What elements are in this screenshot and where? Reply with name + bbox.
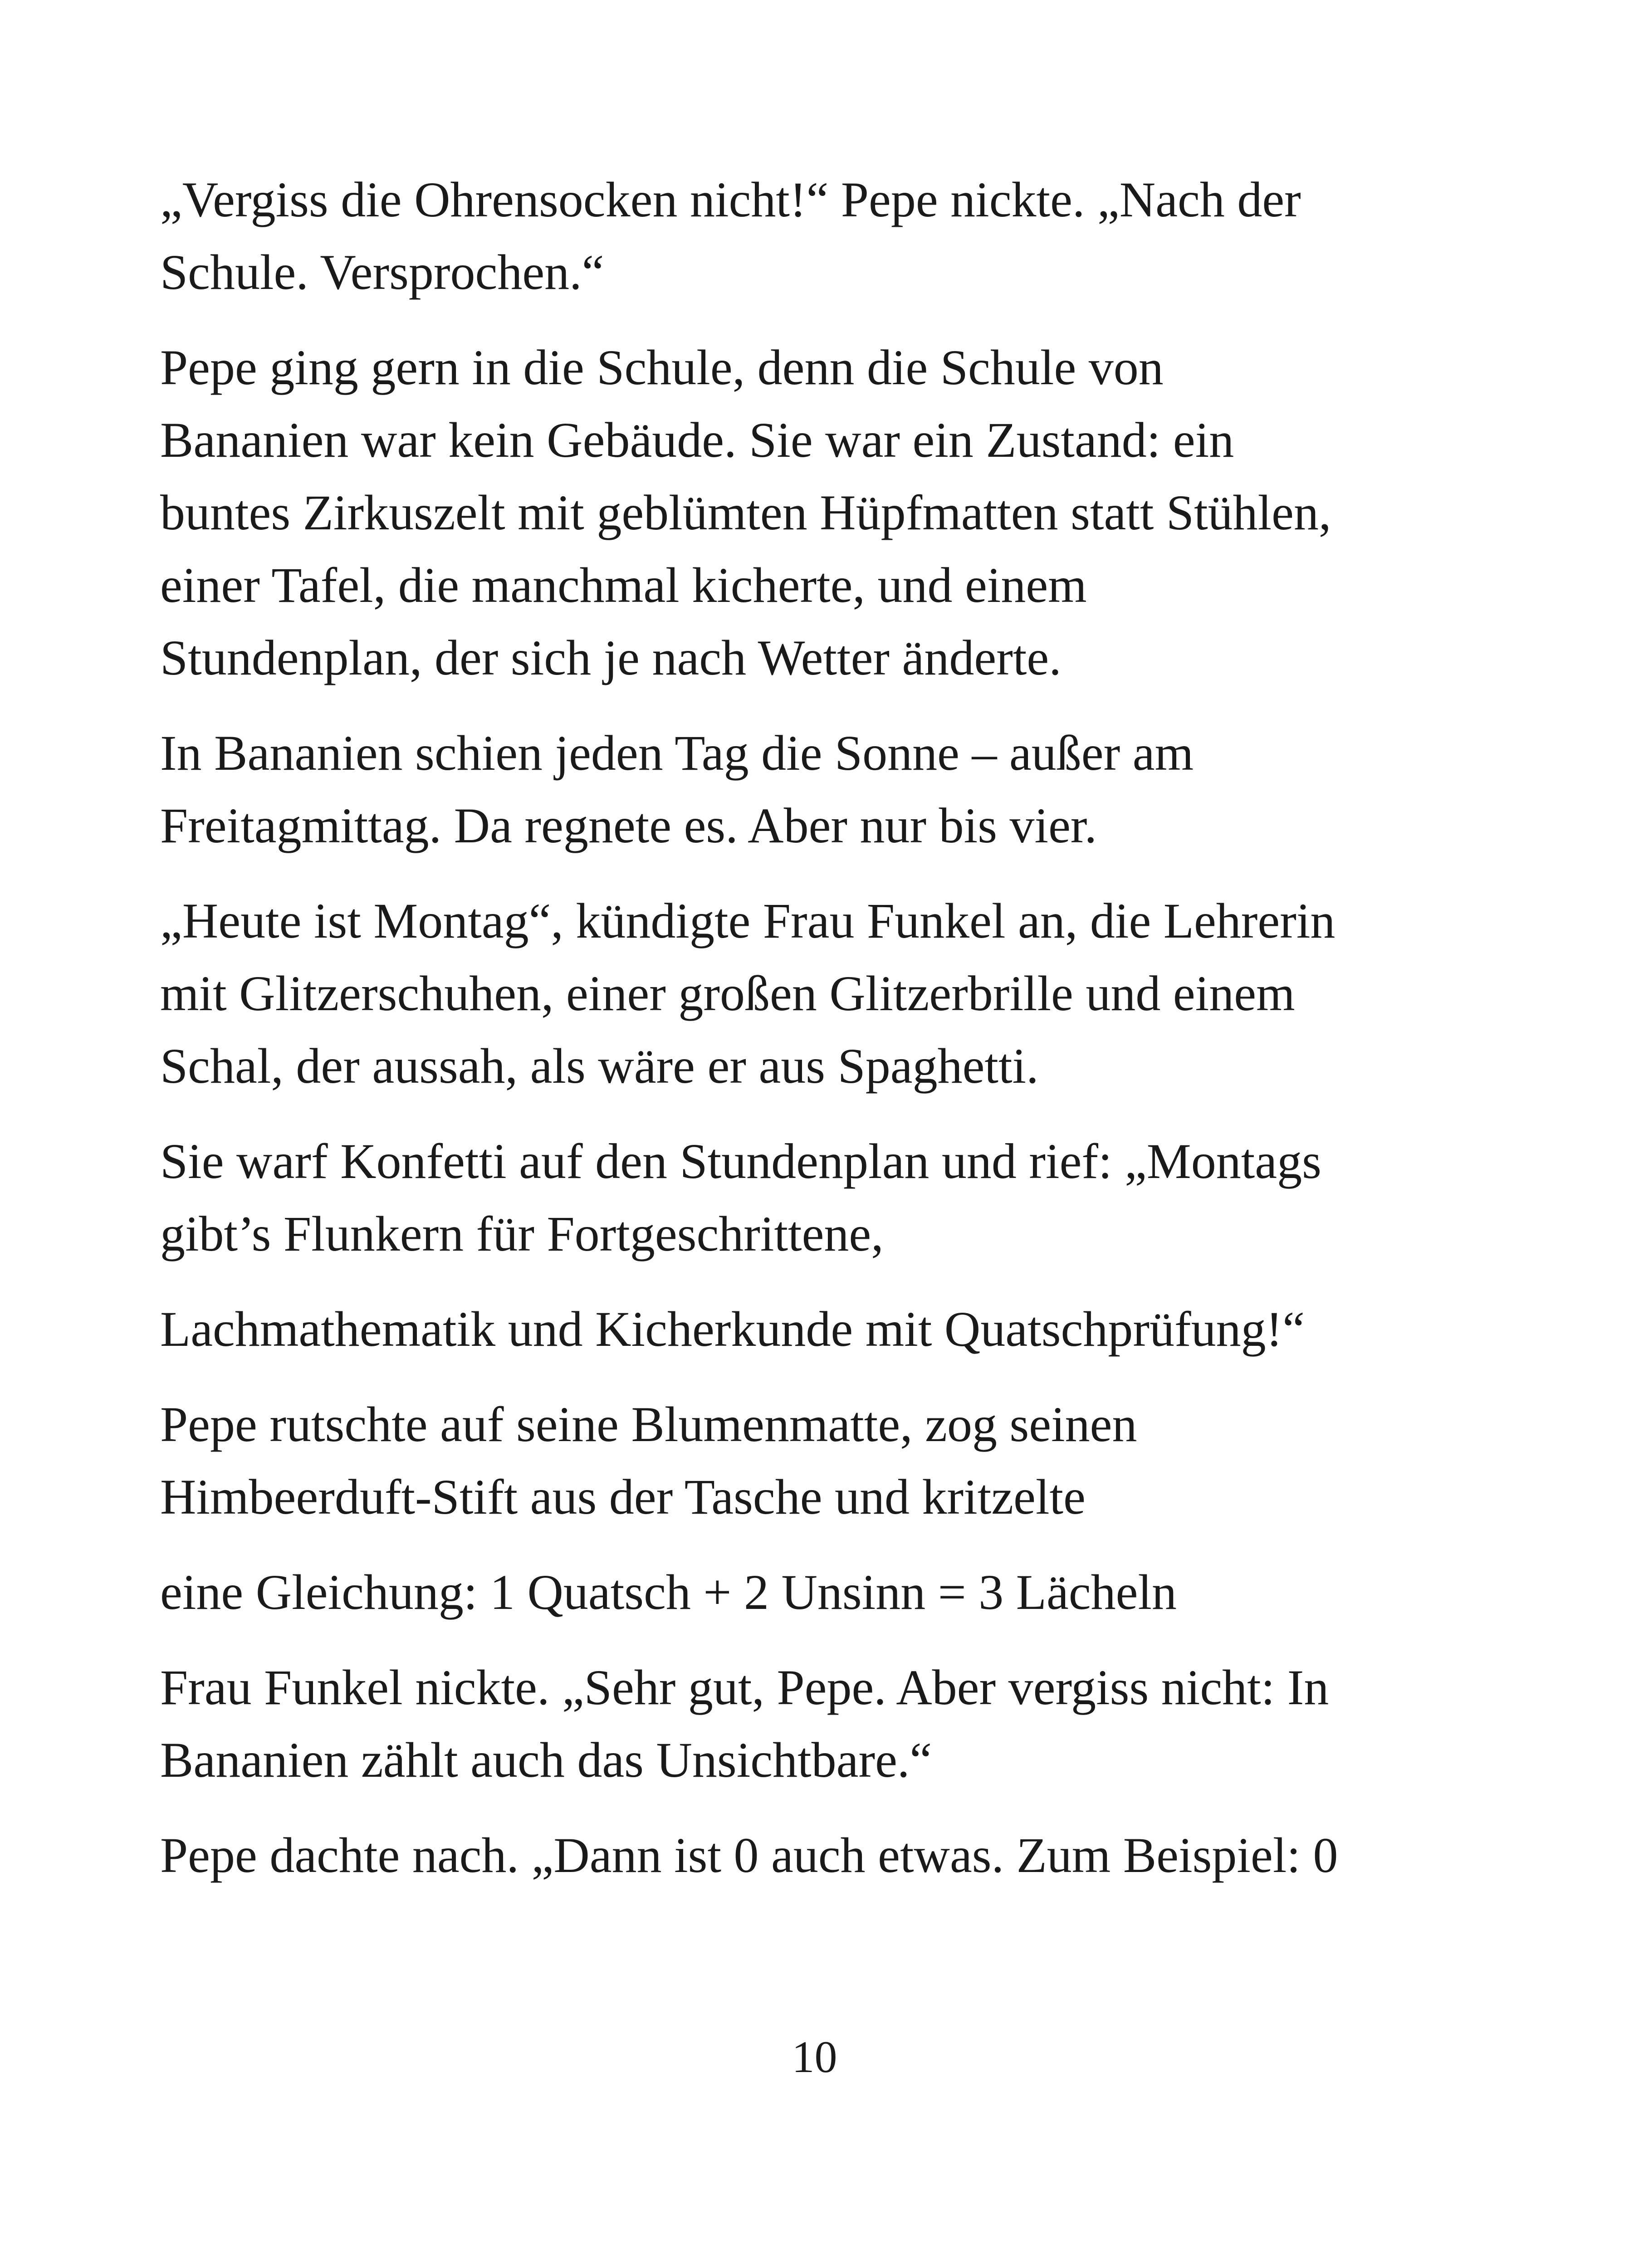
- text-line: Pepe ging gern in die Schule, denn die Schule von: [160, 340, 1164, 395]
- text-line: eine Gleichung: 1 Quatsch + 2 Unsinn = 3 Lächeln: [160, 1564, 1177, 1620]
- text-line: Bananien zählt auch das Unsichtbare.“: [160, 1732, 932, 1788]
- text-line: Stundenplan, der sich je nach Wetter änderte.: [160, 630, 1062, 685]
- paragraph: [160, 331, 1385, 694]
- text-line: In Bananien schien jeden Tag die Sonne – außer am: [160, 725, 1194, 781]
- body-text: [160, 163, 1385, 1892]
- paragraph: [160, 1556, 1385, 1628]
- text-line: Pepe dachte nach. „Dann ist 0 auch etwas. Zum Beispiel: 0: [160, 1828, 1338, 1883]
- paragraph: [160, 1388, 1385, 1533]
- text-line: Lachmathematik und Kicherkunde mit Quatschprüfung!“: [160, 1301, 1305, 1357]
- text-line: „Vergiss die Ohrensocken nicht!“ Pepe nickte. „Nach der: [160, 172, 1301, 227]
- text-line: mit Glitzerschuhen, einer großen Glitzerbrille und einem: [160, 966, 1295, 1021]
- text-line: einer Tafel, die manchmal kicherte, und einem: [160, 557, 1087, 613]
- text-line: gibt’s Flunkern für Fortgeschrittene,: [160, 1206, 884, 1261]
- page-number: 10: [792, 2032, 837, 2082]
- text-line: Himbeerduft-Stift aus der Tasche und kritzelte: [160, 1469, 1086, 1525]
- text-line: Schal, der aussah, als wäre er aus Spaghetti.: [160, 1038, 1039, 1094]
- text-line: Schule. Versprochen.“: [160, 244, 604, 300]
- paragraph: [160, 717, 1385, 862]
- paragraph: [160, 1651, 1385, 1796]
- paragraph: [160, 1819, 1385, 1892]
- text-line: Freitagmittag. Da regnete es. Aber nur bis vier.: [160, 798, 1097, 853]
- text-line: Frau Funkel nickte. „Sehr gut, Pepe. Aber vergiss nicht: In: [160, 1660, 1329, 1715]
- text-line: buntes Zirkuszelt mit geblümten Hüpfmatten statt Stühlen,: [160, 485, 1331, 540]
- text-line: Pepe rutschte auf seine Blumenmatte, zog seinen: [160, 1397, 1137, 1452]
- text-line: Sie warf Konfetti auf den Stundenplan und rief: „Montags: [160, 1134, 1321, 1189]
- paragraph: [160, 885, 1385, 1102]
- text-line: „Heute ist Montag“, kündigte Frau Funkel an, die Lehrerin: [160, 893, 1335, 948]
- paragraph: [160, 163, 1385, 308]
- paragraph: [160, 1293, 1385, 1365]
- text-line: Bananien war kein Gebäude. Sie war ein Zustand: ein: [160, 412, 1234, 468]
- paragraph: [160, 1125, 1385, 1270]
